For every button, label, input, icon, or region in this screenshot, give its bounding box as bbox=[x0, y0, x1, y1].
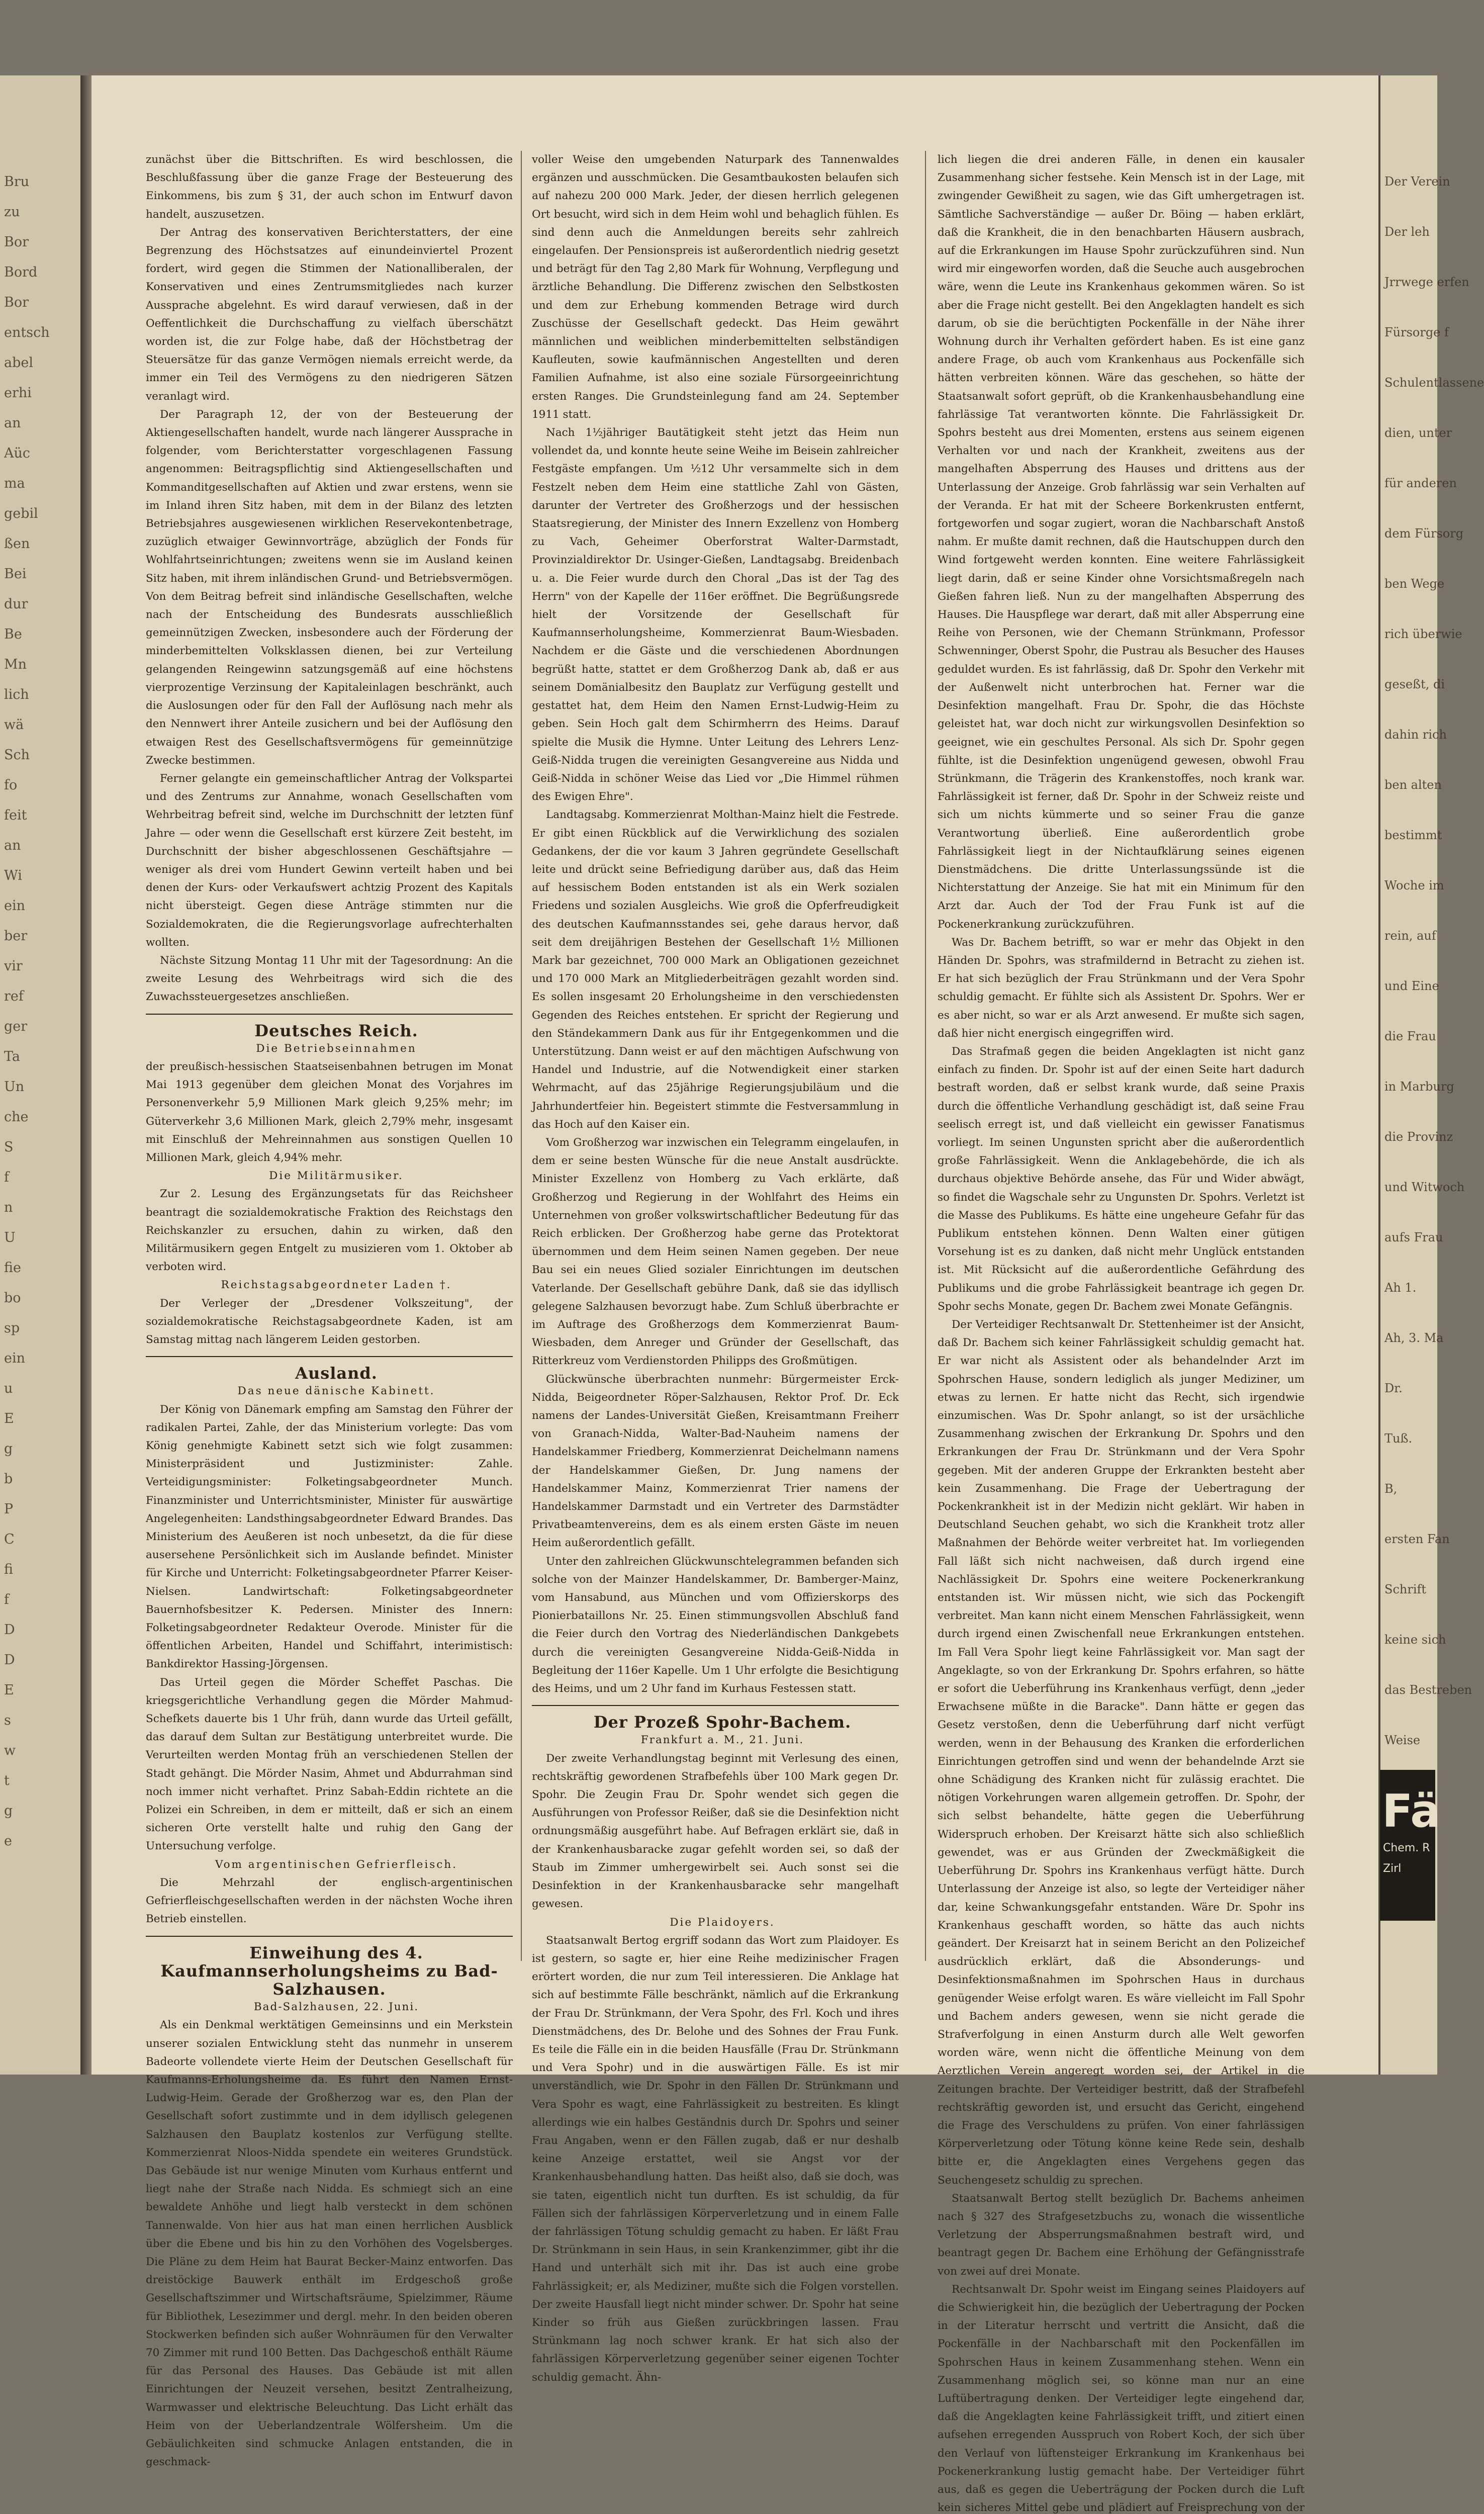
edge-text-fragment: Bor bbox=[4, 295, 29, 310]
edge-text-fragment: u bbox=[4, 1381, 13, 1396]
edge-text-fragment: ben alten bbox=[1384, 778, 1442, 792]
paragraph: Ferner gelangte ein gemeinschaftlicher Antrag der Volkspartei und des Zentrums zur Annahme, wonach Gesellschaften vom Wehrbeitrag befreit sind, welche im Durchschnitt der letzten fünf Jahre — oder wenn die Gesellschaft erst kürzere Zeit besteht, im Durchschnitt der bisher abgeschlossenen Geschäftsjahre — weniger als drei vom Hundert Gewinn verteilt haben und bei denen der Kurs- oder Verkaufswert achtzig Prozent des Kapitals nicht übersteigt. Gegen diese Anträge stimmten nur die Sozialdemokraten, die die Regierungsvorlage aufrechterhalten wollten. bbox=[146, 772, 513, 949]
edge-text-fragment: Schulentlassene bbox=[1384, 376, 1484, 390]
edge-text-fragment: zu bbox=[4, 204, 20, 220]
paragraph: Staatsanwalt Bertog ergriff sodann das Wort zum Plaidoyer. Es ist gestern, so sagte er, hier eine Reihe medizinischer Fragen erörtert worden, die nur zum Teil interessieren. Die Anklage hat sich auf bestimmte Fälle beschränkt, nämlich auf die Erkrankung der Frau Dr. Strünkmann, der Vera Spohr, des Frl. Koch und ihres Dienstmädchens, des Dr. Belohe und des Sohnes der Frau Funk. Es teile die Fälle ein in die beiden Hausfälle (Frau Dr. Strünkmann und Vera Spohr) und in die auswärtigen Fälle. Es ist mir unverständlich, wie Dr. Spohr in den Fällen Dr. Strünkmann und Vera Spohr es wagt, eine Fahrlässigkeit zu bestreiten. Es klingt allerdings wie ein halbes Geständnis durch Dr. Spohrs und seiner Frau Angaben, wenn er den Fällen zugab, daß er nur deshalb keine Anzeige erstattet, weil sie Angst vor der Krankenhausbehandlung hatten. Das heißt also, daß sie doch, was sie taten, eigentlich nicht tun durften. Es ist schuldig, da für Fällen sich der fahrlässigen Körperverletzung und in einem Falle der fahrlässigen Tötung schuldig gemacht zu haben. Er läßt Frau Dr. Strünkmann in sein Haus, in sein Krankenzimmer, gibt ihr die Hand und unterhält sich mit ihr. Das ist auch eine grobe Fahrlässigkeit; er, als Mediziner, mußte sich die Folgen vorstellen. Der zweite Hausfall liegt nicht minder schwer. Dr. Spohr hat seine Kinder so früh aus Gießen zurückbringen lassen. Frau Strünkmann lag noch schwer krank. Er hat sich also der fahrlässigen Körperverletzung gegenüber seiner eigenen Tochter schuldig gemacht. Ähn- bbox=[532, 1934, 899, 2384]
edge-text-fragment: f bbox=[4, 1592, 9, 1607]
paragraph: Das Strafmaß gegen die beiden Angeklagten ist nicht ganz einfach zu finden. Dr. Spohr ist auf der einen Seite hart dadurch bestraft worden, daß er selbst krank wurde, daß seine Praxis durch die öffentliche Verhandlung geschädigt ist, daß seine Frau seelisch erregt ist, und daß vielleicht ein gewisser Fanatismus vorliegt. Im seinen Ungunsten spricht aber die außerordentlich große Fahrlässigkeit. Wenn die Anklagebehörde, die ich als durchaus objektive Behörde ansehe, das Für und Wider abwägt, so findet die Wagschale sehr zu Ungunsten Dr. Spohrs. Verletzt ist die Masse des Publikums. Es hätte eine ungeheure Gefahr für das Publikum entstehen können. Denn Walten einer gütigen Vorsehung ist es zu danken, daß nicht mehr Unglück entstanden ist. Mit Rücksicht auf die außerordentliche Gefährdung des Publikums und die grobe Fahrlässigkeit beantrage ich gegen Dr. Spohr sechs Monate, gegen Dr. Bachem zwei Monate Gefängnis. bbox=[938, 1045, 1305, 1313]
paragraph: lich liegen die drei anderen Fälle, in denen ein kausaler Zusammenhang sicher festsehe. Kein Mensch ist in der Lage, mit zwingender Gewißheit zu sagen, wie das Gift umhergetragen ist. Sämtliche Sachverständige — außer Dr. Böing — haben erklärt, daß die Krankheit, die in den benachbarten Häusern ausbrach, auf die Erkrankungen im Hause Spohr zurückzuführen sind. Nun wird mir eingeworfen worden, daß die Seuche auch ausgebrochen wäre, wenn die Leute ins Krankenhaus gekommen wären. So ist aber die Frage nicht gestellt. Bei den Angeklagten handelt es sich darum, ob sie die berüchtigten Pockenfälle in der Nähe ihrer Wohnung durch ihr Verhalten gefördert haben. Es ist eine ganz andere Frage, ob auch vom Krankenhaus aus Pockenfälle sich hätten verbreiten können. Wäre das geschehen, so hätte der Staatsanwalt sofort geprüft, ob die Krankenhausbehandlung eine fahrlässige Tat verantworten könnte. Die Fahrlässigkeit Dr. Spohrs besteht aus drei Momenten, erstens aus seinem eigenen Verhalten vor und nach der Krankheit, zweitens aus der mangelhaften Absperrung des Hauses und drittens aus der Unterlassung der Anzeige. Grob fahrlässig war sein Verhalten auf der Veranda. Er hat mit der Scheere Borkenkrusten entfernt, fortgeworfen und sogar zugiert, woran die Nachbarschaft Anstoß nahm. Er mußte damit rechnen, daß die Hautschuppen durch den Wind fortgeweht werden konnten. Eine weitere Fahrlässigkeit liegt darin, daß er seine Kinder ohne Vorsichtsmaßregeln nach Gießen fahren ließ. Nun zu der mangelhaften Absperrung des Hauses. Die Hauspflege war derart, daß mit aller Absperrung eine Reihe von Personen, wie der Chemann Strünkmann, Professor Schwenninger, Oberst Spohr, die Pustrau als Besucher des Hauses geduldet wurden. Es ist fahrlässig, daß Dr. Spohr den Verkehr mit der Außenwelt nicht unterbrochen hat. Ferner war die Desinfektion mangelhaft. Frau Dr. Spohr, die das Höchste geleistet hat, war doch nicht zur wirkungsvollen Desinfektion so geeignet, wie ein geschultes Personal. Als sich Dr. Spohr gegen fühlte, ist die Desinfektion ungenügend gewesen, obwohl Frau Strünkmann, die Trägerin des Krankenstoffes, noch krank war. Fahrlässigkeit ist ferner, daß Dr. Spohr in der Schweiz reiste und sich um nichts kümmerte und so seiner Frau die ganze Verantwortung überließ. Eine außerordentlich grobe Fahrlässigkeit liegt in der Nichtaufklärung seines eigenen Dienstmädchens. Die dritte Unterlassungssünde ist die Nichterstattung der Anzeige. Sie hat mit ein Minimum für den Arzt dar. Auch der Tod der Frau Funk ist auf die Pockenerkrankung zurückzuführen. bbox=[938, 153, 1305, 931]
section-heading-ausland: Ausland. bbox=[295, 1364, 378, 1383]
edge-text-fragment: fo bbox=[4, 777, 18, 793]
edge-text-fragment: gebil bbox=[4, 506, 38, 521]
edge-text-fragment: ersten Fan bbox=[1384, 1532, 1450, 1546]
edge-text-fragment: die Frau bbox=[1384, 1029, 1436, 1043]
paragraph: Was Dr. Bachem betrifft, so war er mehr das Objekt in den Händen Dr. Spohrs, was strafmildernd in Betracht zu ziehen ist. Er hat sich bezüglich der Frau Strünkmann und der Vera Spohr schuldig gemacht. Er fühlte sich als Assistent Dr. Spohrs. Wer er es aber nicht, so war er als Arzt anwesend. Er mußte sich sagen, daß hier nicht energisch eingegriffen wird. bbox=[938, 936, 1305, 1040]
edge-text-fragment: und Witwoch bbox=[1384, 1180, 1465, 1194]
paragraph: Als ein Denkmal werktätigen Gemeinsinns und ein Merkstein unserer sozialen Entwicklung steht das nunmehr in unserem Badeorte vollendete vierte Heim der Deutschen Gesellschaft für Kaufmanns-Erholungsheime da. Es führt den Namen Ernst-Ludwig-Heim. Gerade der Großherzog war es, den Plan der Gesellschaft sofort zustimmte und in dem idyllisch gelegenen Salzhausen den Bauplatz kostenlos zur Verfügung stellte. Kommerzienrat Nloos-Nidda spendete ein weiteres Grundstück. Das Gebäude ist nur wenige Minuten vom Kurhaus entfernt und liegt nahe der Straße nach Nidda. Es schmiegt sich an eine bewaldete Anhöhe und liegt halb versteckt in dem schönen Tannenwalde. Von hier aus hat man einen herrlichen Ausblick über die Ebene und bis hin zu den Vorhöhen des Vogelsberges. Die Pläne zu dem Heim hat Baurat Becker-Mainz entworfen. Das dreistöckige Bauwerk enthält im Erdgeschoß große Gesellschaftszimmer und Wirtschaftsräume, Spielzimmer, Räume für Bibliothek, Lesezimmer und dergl. mehr. In den beiden oberen Stockwerken befinden sich außer Wohnräumen für den Verwalter 70 Zimmer mit rund 100 Betten. Das Dachgeschoß enthält Räume für das Personal des Hauses. Das Gebäude ist mit allen Einrichtungen der Neuzeit versehen, besitzt Zentralheizung, Warmwasser und elektrische Beleuchtung. Das Licht erhält das Heim von der Ueberlandzentrale Wölfersheim. Um die Gebäulichkeiten sind schmucke Anlagen entstanden, die in geschmack- bbox=[146, 2019, 513, 2469]
edge-text-fragment: an bbox=[4, 838, 21, 853]
ad-line: Zirl bbox=[1383, 1862, 1402, 1875]
paragraph: voller Weise den umgebenden Naturpark des Tannenwaldes ergänzen und ausschmücken. Die Gesamtbaukosten belaufen sich auf nahezu 200 000 Mark. Jeder, der diesen herrlich gelegenen Ort besucht, wird sich in dem Heim wohl und behaglich fühlen. Es sind denn auch die Anmeldungen bereits sehr zahlreich eingelaufen. Der Pensionspreis ist außerordentlich niedrig gesetzt und beträgt für den Tag 2,80 Mark für Wohnung, Verpflegung und ärztliche Behandlung. Die Differenz zwischen den Selbstkosten und dem zur Erhebung kommenden Betrage wird durch Zuschüsse der Gesellschaft gedeckt. Das Heim gewährt männlichen und weiblichen minderbemittelten selbständigen Kaufleuten, sowie kaufmännischen Angestellten und deren Familien Aufnahme, ist also eine soziale Fürsorgeeinrichtung ersten Ranges. Die Grundsteinlegung fand am 24. September 1911 statt. bbox=[532, 153, 899, 421]
paragraph: Der Verleger der „Dresdener Volkszeitung", der sozialdemokratische Reichstagsabgeordnete Kaden, ist am Samstag mittag nach längerem Leiden gestorben. bbox=[146, 1297, 513, 1346]
column-2 bbox=[532, 151, 899, 2387]
edge-text-fragment: P bbox=[4, 1501, 14, 1517]
column-1 bbox=[146, 151, 513, 2471]
edge-text-fragment: fi bbox=[4, 1562, 14, 1577]
edge-text-fragment: die Provinz bbox=[1384, 1130, 1453, 1144]
paragraph: Das Urteil gegen die Mörder Scheffet Paschas. Die kriegsgerichtliche Verhandlung gegen die Mörder Mahmud-Schefkets dauerte bis 1 Uhr früh, dann wurde das Urteil gefällt, das darauf dem Sultan zur Bestätigung unterbreitet wurde. Die Verurteilten werden Montag früh an verschiedenen Stellen der Stadt gehängt. Die Mörder Nasim, Ahmet und Abdurrahman sind noch immer nicht verhaftet. Prinz Sabah-Eddin richtete an die Polizei ein Schreiben, in dem er mitteilt, daß er sich an einem sicheren Orte verstellt halte und ruhig den Gang der Untersuchung verfolge. bbox=[146, 1676, 513, 1853]
subheading: Die Betriebseinnahmen bbox=[256, 1042, 417, 1055]
section-heading-deutsches-reich: Deutsches Reich. bbox=[254, 1021, 418, 1040]
ad-headline: Fä bbox=[1382, 1785, 1441, 1838]
edge-text-fragment: ma bbox=[4, 476, 25, 491]
edge-text-fragment: S bbox=[4, 1139, 14, 1155]
edge-text-fragment: Weise bbox=[1384, 1733, 1421, 1747]
edge-text-fragment: dahin rich bbox=[1384, 728, 1447, 742]
edge-text-fragment: E bbox=[4, 1682, 14, 1698]
edge-text-fragment: che bbox=[4, 1109, 29, 1125]
paragraph: zunächst über die Bittschriften. Es wird beschlossen, die Beschlußfassung über die ganze Frage der Besteuerung des Einkommens, bis zum § 31, der auch schon im Entwurf davon handelt, auszusetzen. bbox=[146, 153, 513, 221]
article-heading-einweihung: Einweihung des 4. Kaufmannserholungsheims zu Bad-Salzhausen. bbox=[160, 1943, 498, 1999]
edge-text-fragment: dem Fürsorg bbox=[1384, 526, 1464, 541]
edge-text-fragment: Ta bbox=[4, 1049, 21, 1064]
edge-text-fragment: Ah, 3. Ma bbox=[1384, 1331, 1444, 1345]
edge-text-fragment: für anderen bbox=[1384, 476, 1457, 490]
edge-text-fragment: Der Verein bbox=[1384, 174, 1450, 189]
edge-text-fragment: Jrrwege erfen bbox=[1384, 275, 1469, 289]
edge-text-fragment: Be bbox=[4, 626, 22, 642]
paragraph: Der zweite Verhandlungstag beginnt mit Verlesung des einen, rechtskräftig gewordenen Strafbefehls über 100 Mark gegen Dr. Spohr. Die Zeugin Frau Dr. Spohr wendet sich gegen die Ausführungen von Professor Reißer, daß sie die Desinfektion nicht ordnungsmäßig ausgeführt habe. Auf Befragen erklärt sie, daß in der Krankenhausbaracke zugar gefehlt worden sei, so daß der Staub im Zimmer umhergewirbelt sei. Auch sonst sei die Desinfektion in der Krankenhausbaracke sehr mangelhaft gewesen. bbox=[532, 1752, 899, 1911]
edge-text-fragment: in Marburg bbox=[1384, 1080, 1454, 1094]
paragraph: Der König von Dänemark empfing am Samstag den Führer der radikalen Partei, Zahle, der das Ministerium vorlegte: Das vom König genehmigte Kabinett setzt sich wie folgt zusammen: Ministerpräsident und Justizminister: Zahle. Verteidigungsminister: Folketingsabgeordneter Munch. Finanzminister und Unterrichtsminister, Minister für auswärtige Angelegenheiten: Landsthingsabgeordneter Edward Brandes. Das Ministerium des Aeußeren ist noch unbesetzt, da die für diese ausersehene Persönlichkeit sich im Auslande befindet. Minister für Kirche und Unterricht: Folketingsabgeordneter Pfarrer Keiser-Nielsen. Landwirtschaft: Folketingsabgeordneter Bauernhofsbesitzer K. Pedersen. Minister des Innern: Folketingsabgeordneter Redakteur Overode. Minister für die öffentlichen Arbeiten, Handel und Schiffahrt, interimistisch: Bankdirektor Hassing-Jörgensen. bbox=[146, 1403, 513, 1671]
edge-text-fragment: e bbox=[4, 1833, 12, 1849]
left-page-edge bbox=[0, 75, 82, 2075]
advertisement bbox=[1380, 1770, 1441, 1921]
edge-text-fragment: ger bbox=[4, 1019, 28, 1034]
edge-text-fragment: f bbox=[4, 1170, 9, 1185]
edge-text-fragment: vir bbox=[4, 958, 23, 974]
edge-text-fragment: Bor bbox=[4, 234, 29, 250]
dateline: Frankfurt a. M., 21. Juni. bbox=[640, 1734, 804, 1747]
edge-text-fragment: feit bbox=[4, 807, 27, 823]
paragraph: Glückwünsche überbrachten nunmehr: Bürgermeister Erck-Nidda, Beigeordneter Röper-Salzhausen, Rektor Prof. Dr. Eck namens der Landes-Universität Gießen, Kreisamtmann Freiherr von Granach-Nidda, Walter-Bad-Nauheim namens der Handelskammer Friedberg, Kommerzienrat Deichelmann namens der Handelskammer Gießen, Dr. Jung namens der Handelskammer Mainz, Kommerzienrat Trier namens der Handelskammer Darmstadt und ein Vertreter des Darmstädter Privatbeamtenvereins, dem es als einem ersten Gäste im neuen Heim außerordentlich gefällt. bbox=[532, 1373, 899, 1550]
edge-text-fragment: das Bestreben bbox=[1384, 1683, 1472, 1697]
edge-text-fragment: Ah 1. bbox=[1384, 1281, 1417, 1295]
edge-text-fragment: Un bbox=[4, 1079, 25, 1095]
paragraph: Nach 1½jähriger Bautätigkeit steht jetzt das Heim nun vollendet da, und konnte heute seine Weihe im Beisein zahlreicher Festgäste empfangen. Um ½12 Uhr versammelte sich in dem Festzelt neben dem Heim eine stattliche Zahl von Gästen, darunter der Vertreter des Großherzogs und der hessischen Staatsregierung, der Minister des Innern Exzellenz von Homberg zu Vach, Geheimer Oberforstrat Walter-Darmstadt, Provinzialdirektor Dr. Usinger-Gießen, Landtagsabg. Breidenbach u. a. Die Feier wurde durch den Choral „Das ist der Tag des Herrn" von der Kapelle der 116er eröffnet. Die Begrüßungsrede hielt der Vorsitzende der Gesellschaft für Kaufmannserholungsheime, Kommerzienrat Baum-Wiesbaden. Nachdem er die Gäste und die verschiedenen Abordnungen begrüßt hatte, stattet er dem Großherzog Dank ab, daß er aus seinem Domänialbesitz den Bauplatz zur Verfügung gestellt und gestattet hat, dem Heim den Namen Ernst-Ludwig-Heim zu geben. Sein Hoch galt dem Schirmherrn des Heims. Darauf spielte die Musik die Hymne. Unter Leitung des Lehrers Lenz-Geiß-Nidda trugen die vereinigten Gesangvereine aus Nidda und Geiß-Nidda in schöner Weise das Lied vor „Die Himmel rühmen des Ewigen Ehre". bbox=[532, 426, 899, 803]
edge-text-fragment: b bbox=[4, 1471, 13, 1487]
edge-text-fragment: abel bbox=[4, 355, 33, 371]
column-rule bbox=[925, 151, 926, 1961]
edge-text-fragment: Mn bbox=[4, 657, 27, 672]
edge-text-fragment: bestimmt bbox=[1384, 828, 1442, 842]
column-rule bbox=[521, 151, 522, 1961]
edge-text-fragment: Wi bbox=[4, 868, 22, 883]
paragraph: Der Antrag des konservativen Berichterstatters, der eine Begrenzung des Höchstsatzes auf einundeinviertel Prozent fordert, wird gegen die Stimmen der Nationalliberalen, der Konservativen und eines Zentrumsmitgliedes nach kurzer Aussprache abgelehnt. Es wird darauf verwiesen, daß in der Oeffentlichkeit die Durchschaffung zu vielfach überschätzt worden ist, die zur Folge habe, daß der Höchstbetrag der Steuersätze für das ganze Vermögen niemals erreicht werde, da immer ein Teil des Vermögens zu den niedrigeren Sätzen veranlagt wird. bbox=[146, 226, 513, 403]
edge-text-fragment: rich überwie bbox=[1384, 627, 1462, 641]
edge-text-fragment: g bbox=[4, 1441, 13, 1457]
edge-text-fragment: Fürsorge f bbox=[1384, 325, 1449, 339]
edge-text-fragment: entsch bbox=[4, 325, 50, 340]
paragraph: Staatsanwalt Bertog stellt bezüglich Dr. Bachems anheimen nach § 327 des Strafgesetzbuchs zu, wonach die wissentliche Verletzung der Absperrungsmaßnahmen bestraft wird, und beantragt gegen Dr. Bachem eine Erhöhung der Gefängnisstrafe von zwei auf drei Monate. bbox=[938, 2192, 1305, 2278]
section-rule bbox=[146, 1936, 513, 1937]
edge-text-fragment: wä bbox=[4, 717, 24, 733]
paragraph: Unter den zahlreichen Glückwunschtelegrammen befanden sich solche von der Mainzer Handelskammer, Dr. Bamberger-Mainz, vom Hansabund, aus München und vom Offizierskorps des Pionierbataillons Nr. 25. Einen stimmungsvollen Abschluß fand die Feier durch den Vortrag des Niederländischen Dankgebets durch die vereinigten Gesangvereine Nidda-Geiß-Nidda in Begleitung der 116er Kapelle. Um 1 Uhr erfolgte die Besichtigung des Heims, und um 2 Uhr fand im Kurhaus Festessen statt. bbox=[532, 1555, 899, 1695]
edge-text-fragment: Schrift bbox=[1384, 1582, 1427, 1596]
subheading: Reichstagsabgeordneter Laden †. bbox=[221, 1279, 452, 1292]
edge-text-fragment: ben Wege bbox=[1384, 577, 1445, 591]
paragraph: Vom Großherzog war inzwischen ein Telegramm eingelaufen, in dem er seine besten Wünsche für die neue Anstalt ausdrückte. Minister Exzellenz von Homberg zu Vach erklärte, daß Großherzog und Regierung in der Wohlfahrt des Heims ein Unternehmen von großer volkswirtschaftlicher Bedeutung für das Reich erblicken. Der Großherzog habe gerne das Protektorat übernommen und dem Heim seinen Namen gegeben. Der neue Bau sei ein neues Glied sozialer Einrichtungen im deutschen Vaterlande. Der Gesellschaft gebühre Dank, daß sie das idyllisch gelegene Salzhausen bevorzugt habe. Zum Schluß überbrachte er im Auftrage des Großherzogs dem Kommerzienrat Baum-Wiesbaden, dem Anreger und Gründer der Gesellschaft, das Ritterkreuz vom Verdienstorden Philipps des Großmütigen. bbox=[532, 1136, 899, 1368]
edge-text-fragment: ref bbox=[4, 989, 24, 1004]
edge-text-fragment: Woche im bbox=[1384, 878, 1444, 892]
edge-text-fragment: keine sich bbox=[1384, 1633, 1446, 1647]
edge-text-fragment: aufs Frau bbox=[1384, 1230, 1443, 1244]
paragraph: Der Paragraph 12, der von der Besteuerung der Aktiengesellschaften handelt, wurde nach längerer Aussprache in folgender, vom Berichterstatter vorgeschlagenen Fassung angenommen: Beitragspflichtig sind Aktiengesellschaften und Kommanditgesellschaften auf Aktien und zwar erstens, wenn sie im Inland ihren Sitz haben, mit dem in der Bilanz des letzten Betriebsjahres ausgewiesenen wirklichen Reservekontenbetrage, zuzüglich etwaiger Gewinnvorträge, abzüglich der Fonds für Wohlfahrtseinrichtungen; zweitens wenn sie im Ausland keinen Sitz haben, mit ihrem inländischen Grund- und Betriebsvermögen. Von dem Beitrag befreit sind inländische Gesellschaften, welche nach der Entscheidung des Bundesrats ausschließlich gemeinnützigen Zwecken, insbesondere auch der Förderung der minderbemittelten Volksklassen dienen, bei zur Verteilung gelangenden Reingewinn satzungsgemäß auf eine höchstens vierprozentige Verzinsung der Kapitaleinlagen beschränkt, auch die Auslosungen oder für den Fall der Auflösung nach mehr als den Nennwert ihrer Anteile zusichern und bei der Auflösung den etwaigen Rest des Gesellschaftsvermögens für gemeinnützige Zwecke bestimmen. bbox=[146, 408, 513, 767]
section-rule bbox=[146, 1014, 513, 1015]
edge-text-fragment: Bru bbox=[4, 174, 30, 190]
edge-text-fragment: Bei bbox=[4, 566, 27, 582]
edge-text-fragment: B, bbox=[1384, 1482, 1398, 1496]
edge-text-fragment: s bbox=[4, 1713, 11, 1728]
edge-text-fragment: ein bbox=[4, 1351, 26, 1366]
section-rule bbox=[146, 1356, 513, 1357]
paragraph: der preußisch-hessischen Staatseisenbahnen betrugen im Monat Mai 1913 gegenüber dem gleichen Monat des Vorjahres im Personenverkehr 5,9 Millionen Mark gleich 9,25% mehr; im Güterverkehr 3,6 Millionen Mark, gleich 2,79% mehr, insgesamt mit Einschluß der Mehreinnahmen aus sonstigen Quellen 10 Millionen Mark, gleich 4,94% mehr. bbox=[146, 1060, 513, 1164]
edge-text-fragment: ßen bbox=[4, 536, 30, 552]
subheading: Vom argentinischen Gefrierfleisch. bbox=[215, 1858, 457, 1871]
edge-text-fragment: dur bbox=[4, 596, 28, 612]
edge-text-fragment: und Eine bbox=[1384, 979, 1439, 993]
edge-text-fragment: U bbox=[4, 1230, 16, 1245]
edge-text-fragment: E bbox=[4, 1411, 14, 1426]
subheading: Das neue dänische Kabinett. bbox=[237, 1385, 435, 1398]
edge-text-fragment: ber bbox=[4, 928, 28, 944]
paragraph: Der Verteidiger Rechtsanwalt Dr. Stettenheimer ist der Ansicht, daß Dr. Bachem sich keiner Fahrlässigkeit schuldig gemacht hat. Er war nicht als Assistent oder als behandelnder Arzt im Spohrschen Hause, sondern lediglich als junger Mediziner, um etwas zu lernen. Er hatte nicht das Recht, sich irgendwie einzumischen. Was Dr. Spohr anlangt, so ist der ursächliche Zusammenhang zwischen der Erkrankung Dr. Spohrs und den Erkrankungen der Frau Dr. Strünkmann und der Vera Spohr gegeben. Mit der anderen Gruppe der Erkrankten besteht aber kein Zusammenhang. Die Frage der Uebertragung der Pockenkrankheit ist in der Medizin nicht geklärt. Wir haben in Deutschland Seuchen gehabt, wo sich die Krankheit trotz aller Maßnahmen der Behörde weiter verbreitet hat. Im vorliegenden Fall läßt sich nicht nachweisen, daß durch irgend eine Nachlässigkeit Dr. Spohrs eine weitere Pockenerkrankung entstanden ist. Wir müssen nicht, wie sich das Pockengift verbreitet. Man kann nicht einem Menschen Fahrlässigkeit, wenn durch irgend einen Zwischenfall neue Erkrankungen entstehen. Im Fall Vera Spohr liegt keine Fahrlässigkeit vor. Man sagt der Angeklagte, so von der Erkrankung Dr. Spohrs erfahren, so hätte er sofort die Ueberführung ins Krankenhaus verfügt, denn „jeder Erwachsene müßte in die Baracke". Dann hätte er gegen das Gesetz verstoßen, denn die Ueberführung darf nicht verfügt werden, wenn in der Behausung des Kranken die erforderlichen Einrichtungen getroffen sind und wenn der behandelnde Arzt sie ohne Schädigung des Kranken nicht für zulässig erachtet. Die nötigen Vorkehrungen waren allgemein getroffen. Dr. Spohr, der sich selbst behandelte, hätte gegen die Ueberführung Widerspruch erhoben. Der Kreisarzt hätte sich also schließlich gewendet, was er aus Gründen der Zweckmäßigkeit die Ueberführung Dr. Spohrs ins Krankenhaus verfügt hätte. Durch Unterlassung der Anzeige ist also, so legte der Verteidiger näher dar, keine Schwankungsgefahr entstanden. Wäre Dr. Spohr ins Krankenhaus geschafft worden, so hätte das auch nichts geändert. Der Kreisarzt hat in seinem Bericht an den Polizeichef ausdrücklich erklärt, daß die Absonderungs- und Desinfektionsmaßnahmen im Spohrschen Haus in durchaus genügender Weise erfolgt waren. Es wäre vielleicht im Fall Spohr und Bachem anders gewesen, wenn sie nicht gerade die Strafverfolgung in einen Ansturm durch alle Welt geworfen worden wäre, wenn nicht die öffentliche Meinung von dem Aerztlichen Verein angeregt worden sei, der Artikel in die Zeitungen brachte. Der Verteidiger bestritt, daß der Strafbefehl rechtskräftig geworden ist, und ersucht das Gericht, eingehend die Frage des Verschuldens zu prüfen. Von einer fahrlässigen Körperverletzung oder Tötung könne keine Rede sein, deshalb bitte er, die Angeklagten eines Vergehens gegen das Seuchengesetz schuldig zu sprechen. bbox=[938, 1318, 1305, 2187]
paragraph: Zur 2. Lesung des Ergänzungsetats für das Reichsheer beantragt die sozialdemokratische Fraktion des Reichstags den Reichskanzler zu ersuchen, dahin zu wirken, daß den Militärmusikern gegen Entgelt zu musizieren vom 1. Oktober ab verboten wird. bbox=[146, 1188, 513, 1274]
edge-text-fragment: rein, auf bbox=[1384, 929, 1436, 943]
paragraph: Die Mehrzahl der englisch-argentinischen Gefrierfleischgesellschaften werden in der nächsten Woche ihren Betrieb einstellen. bbox=[146, 1876, 513, 1926]
edge-text-fragment: D bbox=[4, 1622, 15, 1638]
column-3 bbox=[938, 151, 1305, 2514]
article-heading-prozess: Der Prozeß Spohr-Bachem. bbox=[593, 1713, 852, 1732]
edge-text-fragment: D bbox=[4, 1652, 15, 1668]
edge-text-fragment: g bbox=[4, 1803, 13, 1819]
edge-text-fragment: fie bbox=[4, 1260, 21, 1276]
edge-text-fragment: Der leh bbox=[1384, 225, 1430, 239]
edge-text-fragment: lich bbox=[4, 687, 29, 702]
edge-text-fragment: Tuß. bbox=[1384, 1431, 1413, 1446]
edge-text-fragment: t bbox=[4, 1773, 10, 1788]
edge-text-fragment: n bbox=[4, 1200, 13, 1215]
paragraph: Landtagsabg. Kommerzienrat Molthan-Mainz hielt die Festrede. Er gibt einen Rückblick auf die Verwirklichung des sozialen Gedankens, der die vor kaum 3 Jahren gegründete Gesellschaft leite und drückt seine Befriedigung darüber aus, daß das Heim auf hessischem Boden entstanden ist als ein Werk sozialen Friedens und sozialen Ausgleichs. Wie groß die Opferfreudigkeit des deutschen Kaufmannsstandes sei, gehe daraus hervor, daß seit dem dreijährigen Bestehen der Gesellschaft 1½ Millionen Mark bar gezeichnet, 700 000 Mark an Obligationen gezeichnet und 170 000 Mark an Mitgliederbeiträgen gezahlt worden sind. Es sollen insgesamt 20 Erholungsheime in den verschiedensten Gegenden des Reiches entstehen. Er spricht der Regierung und den Ständekammern Dank aus für ihr Entgegenkommen und die Unterstützung. Dann weist er auf den mächtigen Aufschwung von Handel und Industrie, auf die Notwendigkeit einer starken Wehrmacht, auf das 25jährige Regierungsjubiläum und die Jahrhundertfeier hin. Begeistert stimmte die Festversammlung in das Hoch auf den Kaiser ein. bbox=[532, 809, 899, 1131]
edge-text-fragment: dien, unter bbox=[1384, 426, 1452, 440]
section-rule bbox=[532, 1705, 899, 1706]
edge-text-fragment: sp bbox=[4, 1320, 20, 1336]
edge-text-fragment: Aüc bbox=[4, 445, 31, 461]
edge-text-fragment: Sch bbox=[4, 747, 30, 763]
edge-text-fragment: Bord bbox=[4, 264, 38, 280]
edge-text-fragment: w bbox=[4, 1743, 16, 1758]
edge-text-fragment: ein bbox=[4, 898, 26, 914]
edge-text-fragment: geseßt, di bbox=[1384, 677, 1445, 691]
edge-text-fragment: C bbox=[4, 1532, 15, 1547]
edge-text-fragment: Dr. bbox=[1384, 1381, 1403, 1395]
paragraph: Rechtsanwalt Dr. Spohr weist im Eingang seines Plaidoyers auf die Schwierigkeit hin, die bezüglich der Uebertragung der Pocken in der Literatur herrscht und vertritt die Ansicht, daß die Pockenfälle in der Nachbarschaft mit den Pockenfällen im Spohrschen Haus in keinem Zusammenhang stehen. Wenn ein Zusammenhang möglich sei, so könne man nur an eine Luftübertragung denken. Der Verteidiger legte eingehend dar, daß die Angeklagten keine Fahrlässigkeit trifft, und zitiert einen aufsehen erregenden Ausspruch von Robert Koch, der sich über den Verlauf von lüftensteiger Erkrankung im Krankenhaus bei Pockenerkrankung lustig gemacht habe. Der Verteidiger führt aus, daß es gegen die Ueberträgung der Pocken durch die Luft kein sicheres Mittel gebe und plädiert auf Freisprechung von der bbox=[938, 2283, 1305, 2514]
edge-text-fragment: an bbox=[4, 415, 21, 431]
dateline: Bad-Salzhausen, 22. Juni. bbox=[253, 2001, 419, 2014]
subheading: Die Plaidoyers. bbox=[670, 1916, 775, 1929]
paragraph: Nächste Sitzung Montag 11 Uhr mit der Tagesordnung: An die zweite Lesung des Wehrbeitrags wird sich die des Zuwachssteuergesetzes anschließen. bbox=[146, 954, 513, 1004]
subheading: Die Militärmusiker. bbox=[269, 1170, 404, 1183]
ad-line: Chem. R bbox=[1383, 1842, 1430, 1854]
book-gutter bbox=[80, 75, 91, 2075]
edge-text-fragment: bo bbox=[4, 1290, 21, 1306]
edge-text-fragment: erhi bbox=[4, 385, 32, 401]
